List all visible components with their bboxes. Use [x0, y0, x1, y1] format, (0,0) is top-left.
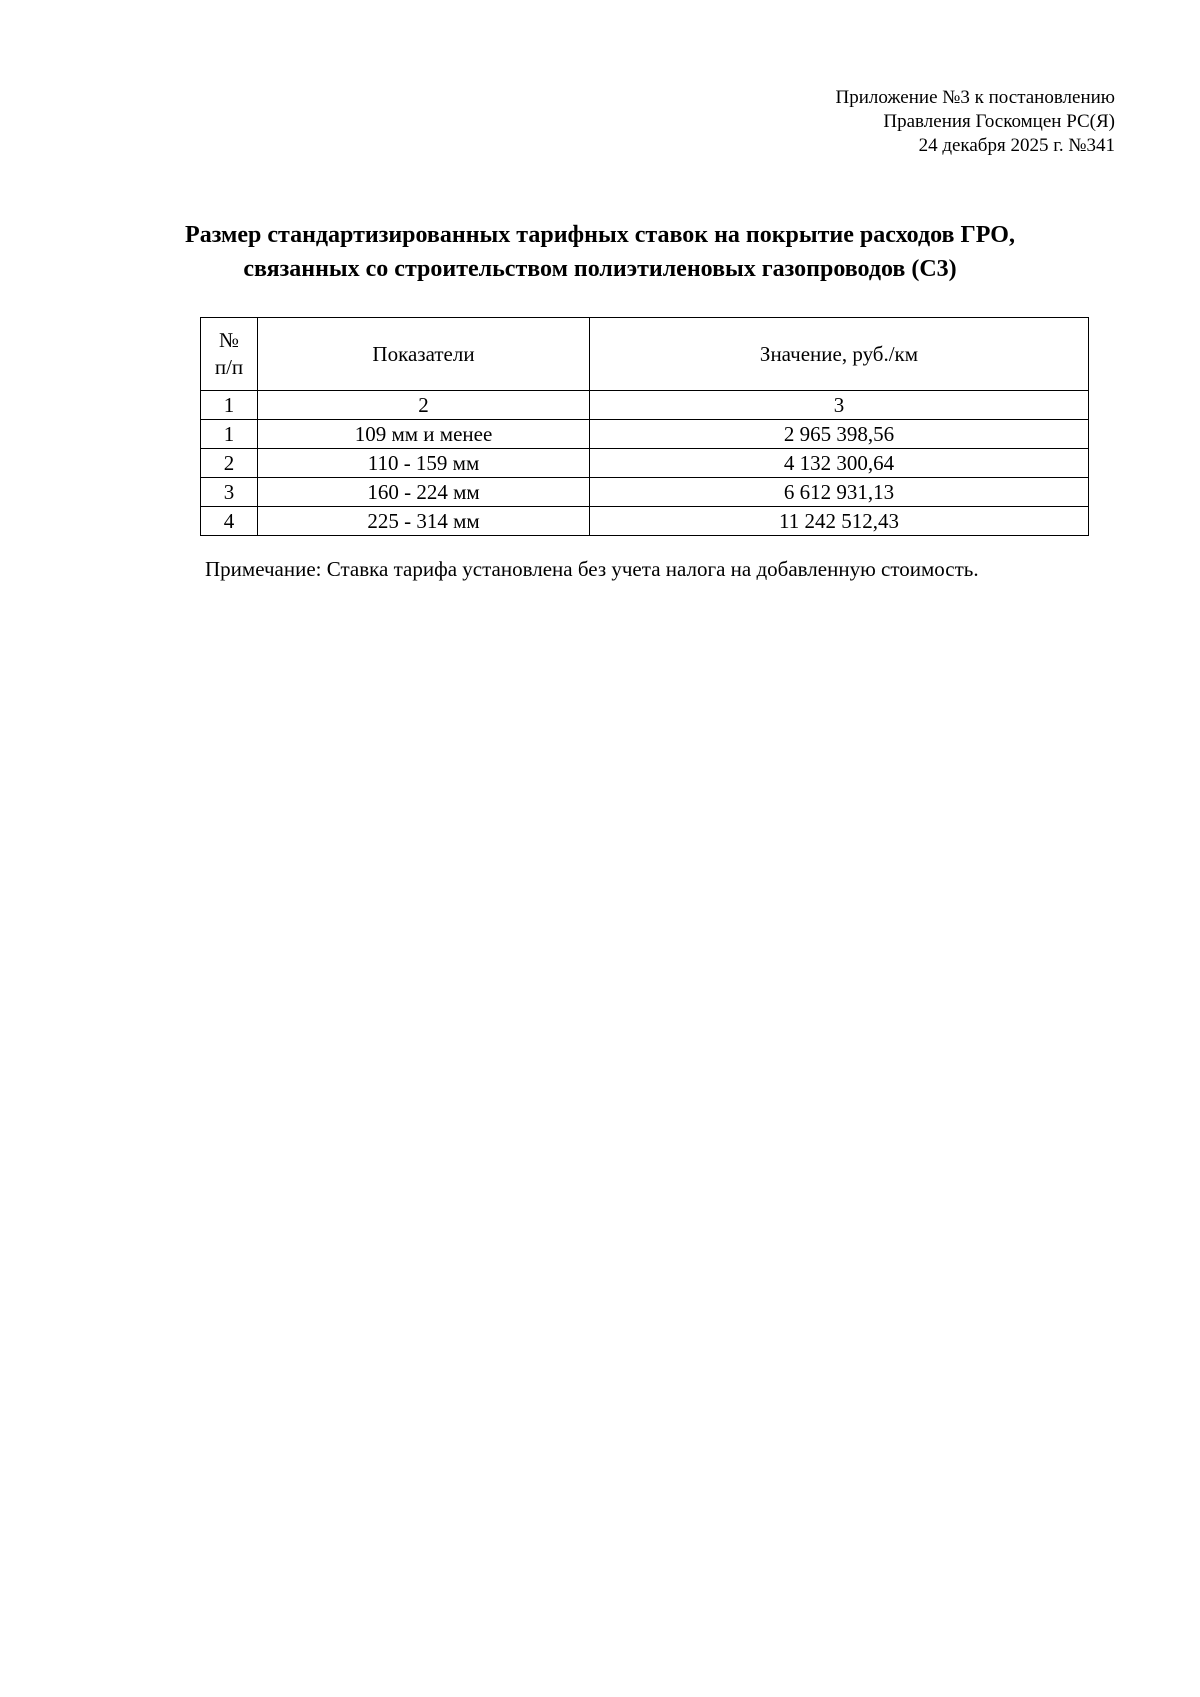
row-value-cell: 11 242 512,43: [590, 507, 1089, 536]
table-row: [201, 478, 1089, 507]
header-number-symbol: №: [218, 328, 240, 352]
row-value-cell: 4 132 300,64: [590, 449, 1089, 478]
appendix-header-line-1: Приложение №3 к постановлению: [835, 87, 1115, 108]
row-value-cell: 2 965 398,56: [590, 420, 1089, 449]
row-number-cell: 1: [201, 420, 258, 449]
column-number-row: [201, 391, 1089, 420]
row-indicator-cell: 225 - 314 мм: [258, 507, 590, 536]
appendix-header: [836, 86, 1115, 158]
appendix-header-line-2: Правления Госкомцен РС(Я): [883, 111, 1115, 132]
row-number-cell: 4: [201, 507, 258, 536]
header-cell-number: [201, 318, 258, 391]
header-cell-indicators: Показатели: [258, 318, 590, 391]
row-indicator-cell: 110 - 159 мм: [258, 449, 590, 478]
table-header-row: [201, 318, 1089, 391]
appendix-header-line-3: 24 декабря 2025 г. №341: [918, 135, 1115, 156]
column-number-cell: 1: [201, 391, 258, 420]
table-row: [201, 420, 1089, 449]
column-number-cell: 2: [258, 391, 590, 420]
tariff-table: [200, 317, 1089, 536]
document-title-line-1: Размер стандартизированных тарифных ставок на покрытие расходов ГРО,: [185, 222, 1015, 248]
header-number-abbrev: п/п: [214, 355, 244, 379]
table-row: [201, 507, 1089, 536]
row-indicator-cell: 109 мм и менее: [258, 420, 590, 449]
table-note: Примечание: Ставка тарифа установлена без учета налога на добавленную стоимость.: [205, 557, 979, 581]
row-number-cell: 3: [201, 478, 258, 507]
header-cell-value: Значение, руб./км: [590, 318, 1089, 391]
row-number-cell: 2: [201, 449, 258, 478]
row-indicator-cell: 160 - 224 мм: [258, 478, 590, 507]
document-title-line-2: связанных со строительством полиэтиленовых газопроводов (С3): [243, 256, 957, 282]
column-number-cell: 3: [590, 391, 1089, 420]
document-title: [140, 218, 1060, 286]
table-row: [201, 449, 1089, 478]
row-value-cell: 6 612 931,13: [590, 478, 1089, 507]
